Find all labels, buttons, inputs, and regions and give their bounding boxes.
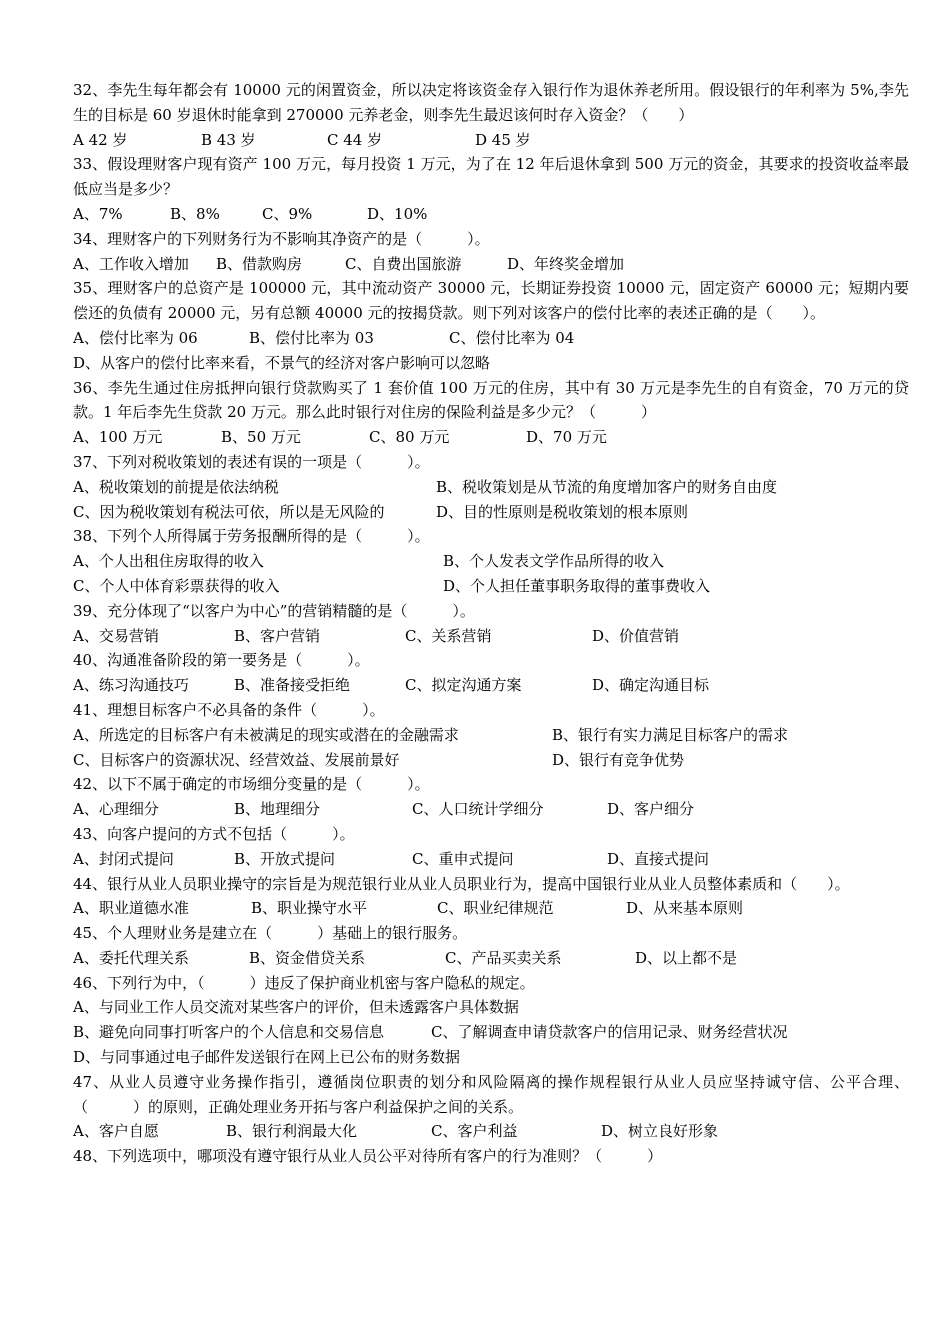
option-a: A、个人出租住房取得的收入: [73, 552, 264, 571]
option-a: A、委托代理关系: [73, 948, 189, 967]
question-38-options-row2: [73, 574, 909, 599]
option-b: B、8%: [170, 204, 220, 223]
option-b: B、地理细分: [234, 800, 321, 819]
option-a: A、心理细分: [73, 800, 159, 819]
question-39-stem: 39、充分体现了“以客户为中心”的营销精髓的是（ ）。: [73, 601, 475, 620]
option-b: B、准备接受拒绝: [234, 676, 351, 695]
option-b: B、偿付比率为 03: [249, 328, 374, 347]
option-d: D、目的性原则是税收策划的根本原则: [436, 502, 689, 521]
option-a: A、职业道德水准: [73, 899, 189, 918]
question-37-options-row2: [73, 500, 909, 525]
option-a: A、工作收入增加: [73, 254, 189, 273]
option-a: A、偿付比率为 06: [73, 328, 198, 347]
question-45-stem: 45、个人理财业务是建立在（ ）基础上的银行服务。: [73, 924, 468, 943]
option-c: C、自费出国旅游: [345, 254, 462, 273]
option-a: A、所选定的目标客户有未被满足的现实或潜在的金融需求: [73, 725, 459, 744]
question-41-options-row1: [73, 723, 909, 748]
question-43-options: [73, 847, 909, 872]
question-44-options: [73, 896, 909, 921]
option-d: D、银行有竞争优势: [552, 750, 685, 769]
option-d: D、客户细分: [607, 800, 695, 819]
option-a: A、练习沟通技巧: [73, 676, 189, 695]
option-c: C、个人中体育彩票获得的收入: [73, 576, 280, 595]
option-a: A、客户自愿: [73, 1122, 159, 1141]
option-d: D 45 岁: [475, 130, 531, 149]
option-c: C、客户利益: [431, 1122, 518, 1141]
question-46-options-row: [73, 1020, 909, 1045]
option-d: D、10%: [367, 204, 428, 223]
option-a: A 42 岁: [73, 130, 128, 149]
option-c: C、因为税收策划有税法可依，所以是无风险的: [73, 502, 385, 521]
option-d: D、以上都不是: [635, 948, 738, 967]
question-40-stem: 40、沟通准备阶段的第一要务是（ ）。: [73, 651, 370, 670]
option-b: B、开放式提问: [234, 849, 336, 868]
question-40-options: [73, 673, 909, 698]
option-b: B、个人发表文学作品所得的收入: [443, 552, 665, 571]
question-46-option-a: A、与同业工作人员交流对某些客户的评价，但未透露客户具体数据: [73, 998, 519, 1017]
question-38-stem: 38、下列个人所得属于劳务报酬所得的是（ ）。: [73, 527, 430, 546]
option-a: A、100 万元: [73, 428, 163, 447]
question-45-options: [73, 946, 909, 971]
option-a: A、交易营销: [73, 626, 159, 645]
option-c: C、职业纪律规范: [437, 899, 554, 918]
question-35-option-d: D、从客户的偿付比率来看，不景气的经济对客户影响可以忽略: [73, 353, 491, 372]
question-34-options: [73, 252, 909, 277]
option-b: B、客户营销: [234, 626, 321, 645]
option-c: C、产品买卖关系: [445, 948, 562, 967]
question-36-options: [73, 425, 909, 450]
option-a: A、7%: [73, 204, 123, 223]
option-b: B、资金借贷关系: [249, 948, 366, 967]
option-d: D、树立良好形象: [601, 1122, 719, 1141]
question-33-stem: 33、假设理财客户现有资产 100 万元，每月投资 1 万元，为了在 12 年后退休拿到 500 万元的资金，其要求的投资收益率最低应当是多少？: [73, 155, 909, 199]
option-b: B、借款购房: [216, 254, 303, 273]
question-44-stem: 44、银行从业人员职业操守的宗旨是为规范银行业从业人员职业行为，提高中国银行业从业人员整体素质和（ ）。: [73, 874, 850, 893]
option-b: B、50 万元: [221, 428, 301, 447]
question-37-options-row1: [73, 475, 909, 500]
option-d: D、从来基本原则: [626, 899, 744, 918]
option-d: D、价值营销: [592, 626, 680, 645]
question-37-stem: 37、下列对税收策划的表述有误的一项是（ ）。: [73, 452, 430, 471]
option-c: C、偿付比率为 04: [449, 328, 575, 347]
question-32-options: [73, 128, 909, 153]
option-d: D、年终奖金增加: [507, 254, 625, 273]
question-36-stem: 36、李先生通过住房抵押向银行贷款购买了 1 套价值 100 万元的住房，其中有 30 万元是李先生的自有资金，70 万元的贷款。1 年后李先生贷款 20 万元。那么此时银行对住房的保险利益是多少元？（ ）: [73, 378, 909, 422]
question-47-stem: 47、从业人员遵守业务操作指引，遵循岗位职责的划分和风险隔离的操作规程银行从业人员应坚持诚守信、公平合理、（ ）的原则，正确处理业务开拓与客户利益保护之间的关系。: [73, 1072, 909, 1116]
option-b: B、避免向同事打听客户的个人信息和交易信息: [73, 1023, 385, 1042]
question-41-stem: 41、理想目标客户不必具备的条件（ ）。: [73, 700, 385, 719]
option-c: C 44 岁: [327, 130, 383, 149]
option-b: B、银行利润最大化: [226, 1122, 358, 1141]
question-46-option-d: D、与同事通过电子邮件发送银行在网上已公布的财务数据: [73, 1048, 461, 1067]
option-c: C、了解调查申请贷款客户的信用记录、财务经营状况: [431, 1023, 788, 1042]
option-a: A、封闭式提问: [73, 849, 174, 868]
option-b: B、税收策划是从节流的角度增加客户的财务自由度: [436, 477, 778, 496]
option-c: C、拟定沟通方案: [405, 676, 522, 695]
question-38-options-row1: [73, 549, 909, 574]
option-c: C、人口统计学细分: [412, 800, 544, 819]
question-42-options: [73, 797, 909, 822]
option-b: B、职业操守水平: [251, 899, 368, 918]
question-43-stem: 43、向客户提问的方式不包括（ ）。: [73, 824, 355, 843]
option-d: D、直接式提问: [607, 849, 710, 868]
question-47-options: [73, 1119, 909, 1144]
option-c: C、9%: [262, 204, 313, 223]
option-b: B 43 岁: [201, 130, 256, 149]
question-35-stem: 35、理财客户的总资产是 100000 元，其中流动资产 30000 元，长期证券投资 10000 元，固定资产 60000 元；短期内要偿还的负债有 20000 元，另有总额 40000 元的按揭贷款。则下列对该客户的偿付比率的表述正确的是（ ）。: [73, 279, 909, 323]
option-c: C、目标客户的资源状况、经营效益、发展前景好: [73, 750, 400, 769]
option-c: C、关系营销: [405, 626, 492, 645]
option-d: D、确定沟通目标: [592, 676, 710, 695]
question-33-options: [73, 202, 909, 227]
question-39-options: [73, 624, 909, 649]
question-32-stem: 32、李先生每年都会有 10000 元的闲置资金，所以决定将该资金存入银行作为退休养老所用。假设银行的年利率为 5%,李先生的目标是 60 岁退休时能拿到 270000 元养老金，则李先生最迟该何时存入资金？（ ）: [73, 81, 909, 124]
option-d: D、70 万元: [526, 428, 607, 447]
question-46-stem: 46、下列行为中，（ ）违反了保护商业机密与客户隐私的规定。: [73, 973, 535, 992]
question-42-stem: 42、以下不属于确定的市场细分变量的是（ ）。: [73, 775, 430, 794]
option-d: D、个人担任董事职务取得的董事费收入: [443, 576, 711, 595]
option-c: C、80 万元: [369, 428, 450, 447]
option-a: A、税收策划的前提是依法纳税: [73, 477, 279, 496]
question-41-options-row2: [73, 748, 909, 773]
document-page: [73, 78, 909, 1169]
question-35-options: [73, 326, 909, 351]
question-48-stem: 48、下列选项中，哪项没有遵守银行从业人员公平对待所有客户的行为准则？（ ）: [73, 1147, 663, 1166]
option-b: B、银行有实力满足目标客户的需求: [552, 725, 789, 744]
option-c: C、重申式提问: [412, 849, 514, 868]
question-34-stem: 34、理财客户的下列财务行为不影响其净资产的是（ ）。: [73, 229, 490, 248]
